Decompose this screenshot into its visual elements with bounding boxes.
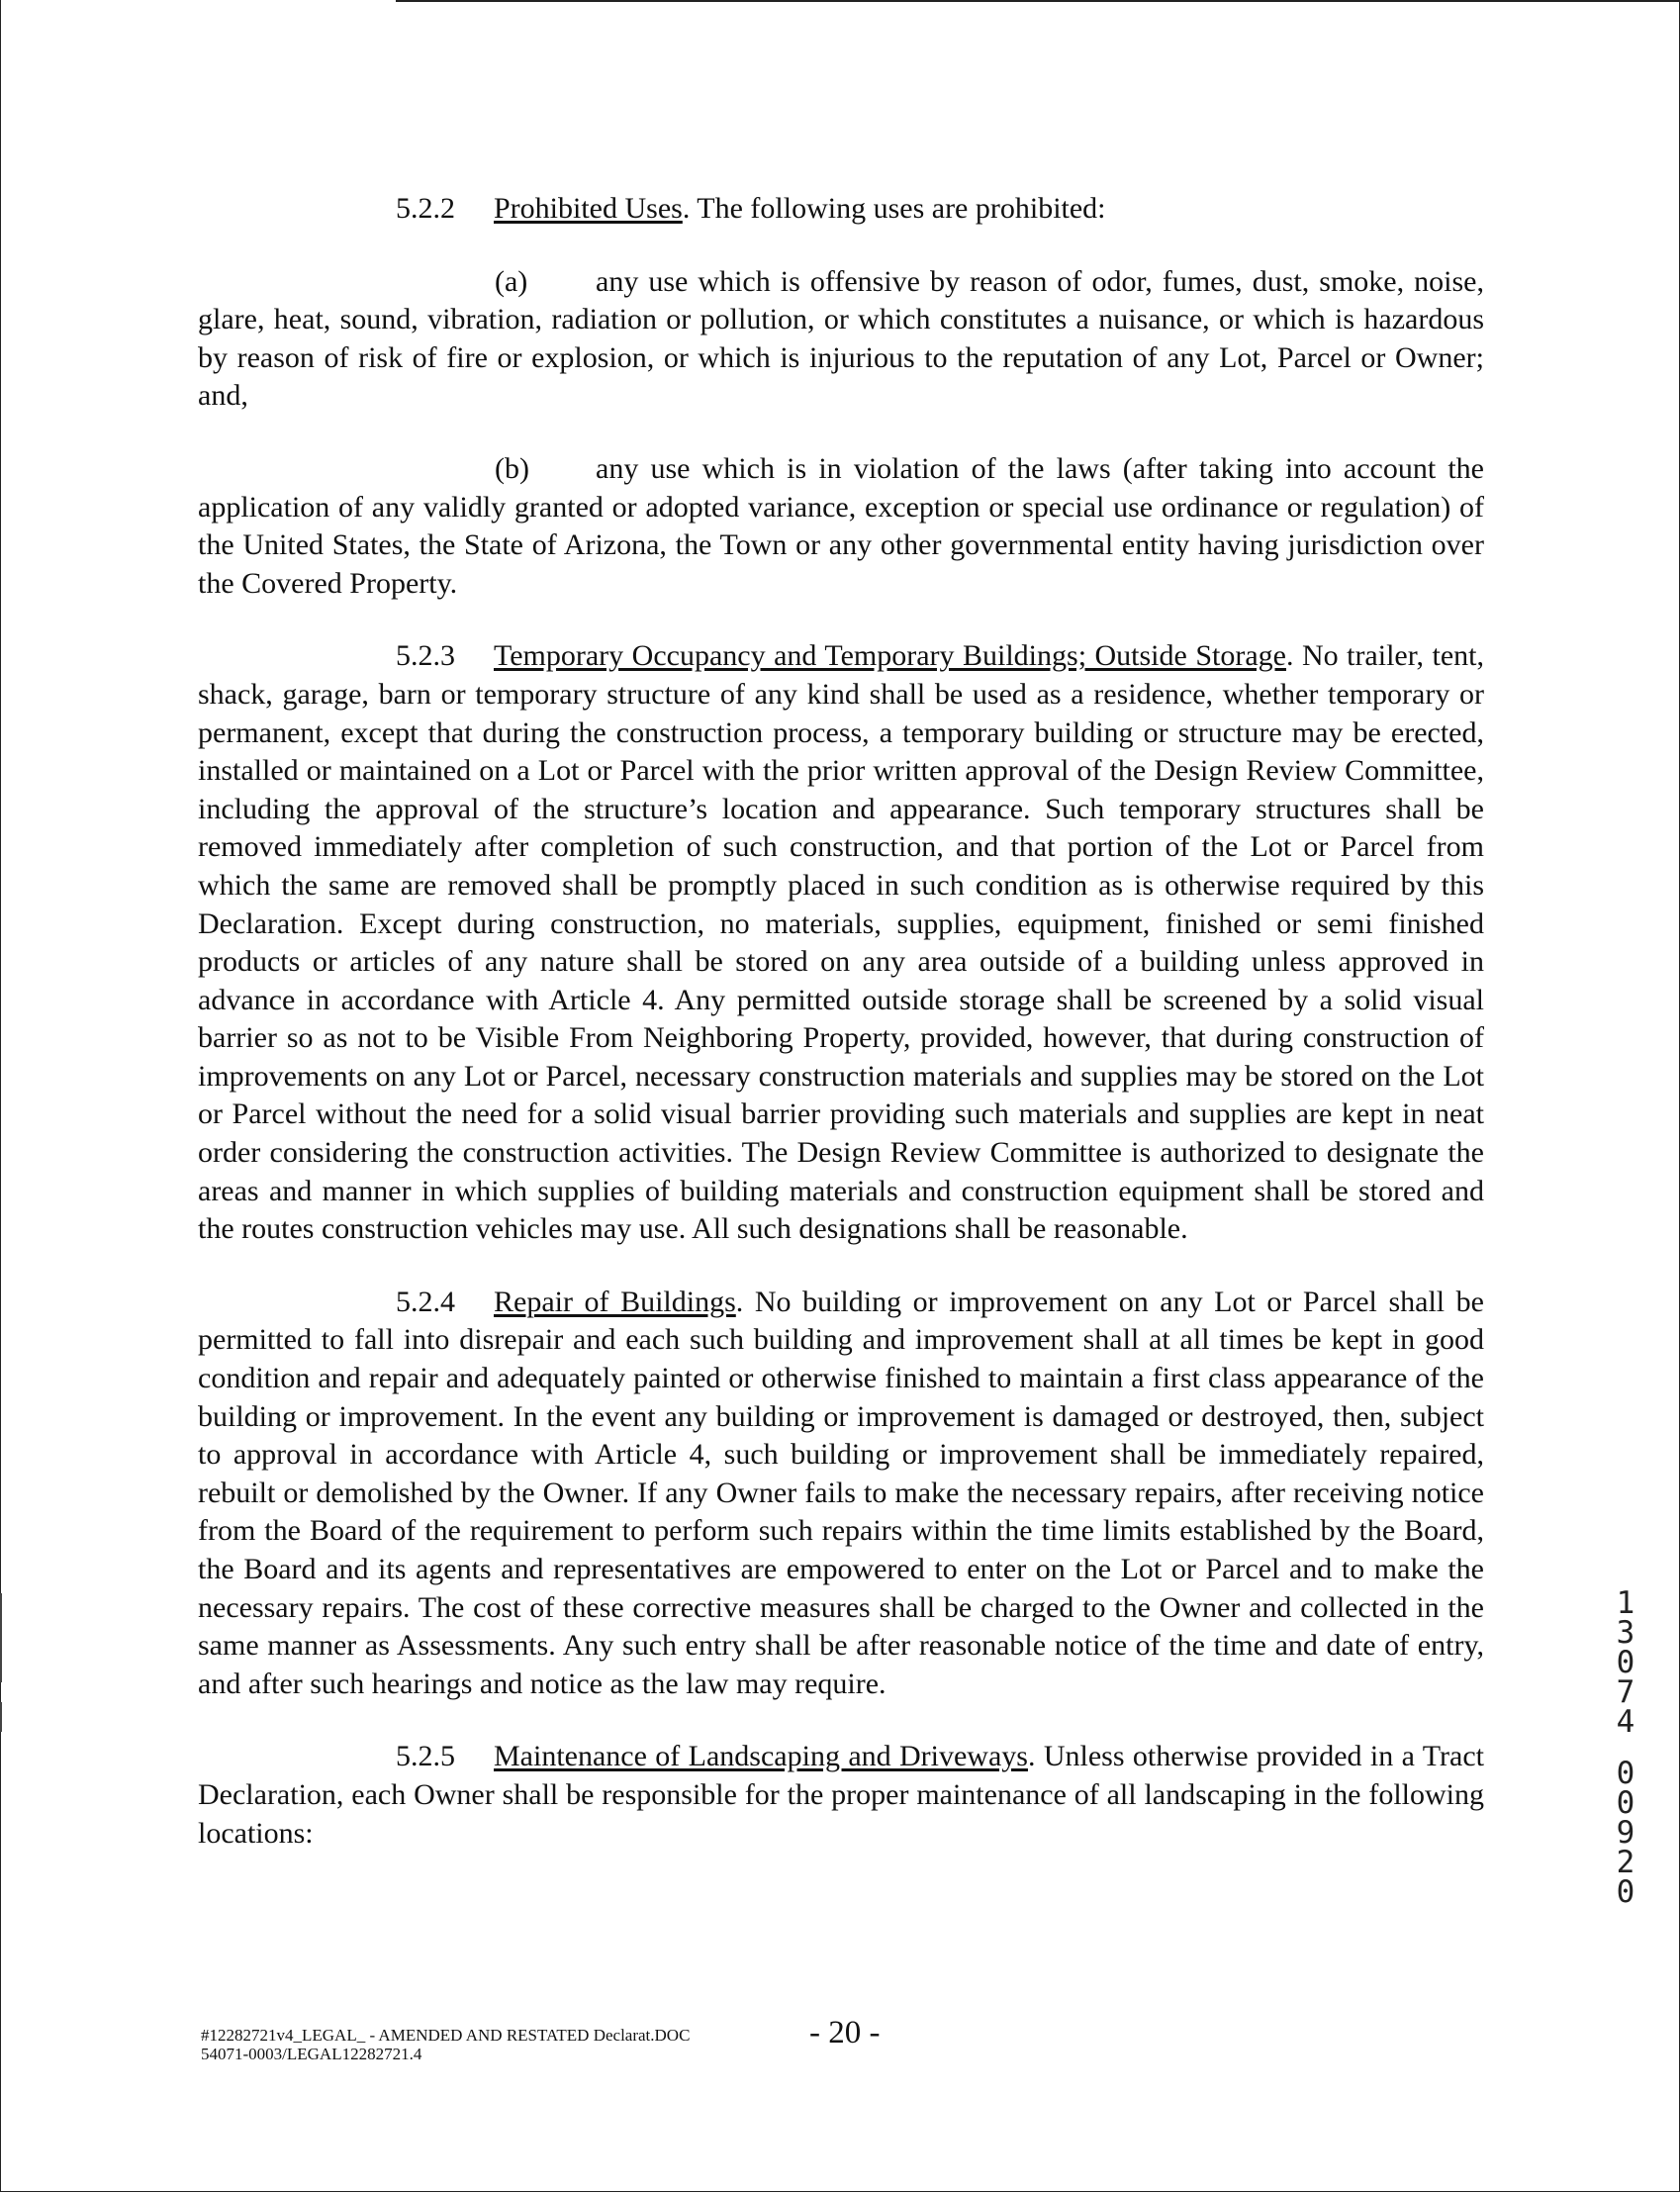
- page-number: - 20 -: [809, 2015, 881, 2050]
- top-scan-edge: [396, 0, 1680, 2]
- section-5-2-3: [198, 637, 1484, 1249]
- document-body: [198, 190, 1484, 1887]
- stamp-digit: 0: [1616, 1785, 1635, 1821]
- item-text: any use which is in violation of the laws (after taking into account the application of any validly granted or adopted variance, exception or special use ordinance or regulation) of the United States, the State of Arizona, the Town or any other governmental entity having jurisdiction over the Covered Property.: [198, 451, 1484, 600]
- section-body: . No building or improvement on any Lot or Parcel shall be permitted to fall into disrepair and each such building and improvement shall at all times be kept in good condition and repair and adequately painted or otherwise finished to maintain a first class appearance of the building or improvement. In the event any building or improvement is damaged or destroyed, then, subject to approval in accordance with Article 4, such building or improvement shall be immediately repaired, rebuilt or demolished by the Owner. If any Owner fails to make the necessary repairs, after receiving notice from the Board of the requirement to perform such repairs within the time limits established by the Board, the Board and its agents and representatives are empowered to enter on the Lot or Parcel and to make the necessary repairs. The cost of these corrective measures shall be charged to the Owner and collected in the same manner as Assessments. Any such entry shall be after reasonable notice of the time and date of entry, and after such hearings and notice as the law may require.: [198, 1285, 1484, 1700]
- section-heading: Repair of Buildings: [494, 1285, 736, 1318]
- stamp-digit: 4: [1616, 1704, 1635, 1740]
- footer-ref-id: 54071-0003/LEGAL12282721.4: [201, 2045, 422, 2063]
- stamp-digit: 1: [1616, 1585, 1635, 1621]
- stamp-digit: 9: [1616, 1815, 1635, 1851]
- section-heading: Temporary Occupancy and Temporary Buildings; Outside Storage: [494, 639, 1286, 673]
- footer-doc-id: #12282721v4_LEGAL_ - AMENDED AND RESTATED Declarat.DOC: [201, 2026, 691, 2045]
- section-body: . No trailer, tent, shack, garage, barn or temporary structure of any kind shall be used as a residence, whether temporary or permanent, except that during the construction process, a temporary building or structure may be erected, installed or maintained on a Lot or Parcel with the prior written approval of the Design Review Committee, including the approval of the structure’s location and appearance. Such temporary structures shall be removed immediately after completion of such construction, and that portion of the Lot or Parcel from which the same are removed shall be promptly placed in such condition as is otherwise required by this Declaration. Except during construction, no materials, supplies, equipment, finished or semi finished products or articles of any nature shall be stored on any area outside of a building unless approved in advance in accordance with Article 4. Any permitted outside storage shall be screened by a solid visual barrier so as not to be Visible From Neighboring Property, provided, however, that during construction of improvements on any Lot or Parcel, necessary construction materials and supplies may be stored on the Lot or Parcel without the need for a solid visual barrier providing such materials and supplies are kept in neat order considering the construction activities. The Design Review Committee is authorized to designate the areas and manner in which supplies of building materials and construction equipment shall be stored and the routes construction vehicles may use. All such designations shall be reasonable.: [198, 639, 1484, 1246]
- section-heading: Prohibited Uses: [494, 192, 683, 225]
- section-lead-text: . The following uses are prohibited:: [682, 192, 1106, 225]
- section-heading: Maintenance of Landscaping and Driveways: [494, 1740, 1028, 1773]
- recording-stamp: [1613, 1585, 1638, 1910]
- scan-mark-left: [0, 1593, 2, 1682]
- section-5-2-4: [198, 1284, 1484, 1704]
- stamp-digit: 2: [1616, 1845, 1635, 1880]
- section-number: 5.2.5: [396, 1740, 455, 1773]
- item-text: any use which is offensive by reason of odor, fumes, dust, smoke, noise, glare, heat, sound, vibration, radiation or pollution, or which constitutes a nuisance, or which is hazardous by reason of risk of fire or explosion, or which is injurious to the reputation of any Lot, Parcel or Owner; and,: [198, 264, 1484, 413]
- stamp-digit: 0: [1616, 1756, 1635, 1791]
- item-label: (a): [495, 264, 528, 298]
- stamp-digit: 0: [1616, 1645, 1635, 1680]
- section-number: 5.2.4: [396, 1285, 455, 1318]
- stamp-digit: 7: [1616, 1674, 1635, 1710]
- document-footer: [201, 2026, 690, 2063]
- section-5-2-5: [198, 1738, 1484, 1853]
- section-number: 5.2.2: [396, 192, 455, 225]
- section-number: 5.2.3: [396, 639, 455, 673]
- stamp-digit: 0: [1616, 1874, 1635, 1910]
- item-label: (b): [495, 451, 529, 485]
- section-body: . Unless otherwise provided in a Tract Declaration, each Owner shall be responsible for the proper maintenance of all landscaping in the following locations:: [198, 1740, 1484, 1850]
- section-5-2-2-heading: [198, 190, 1484, 229]
- section-5-2-2-item-a: [198, 263, 1484, 416]
- section-5-2-2-item-b: [198, 450, 1484, 603]
- stamp-digit: 3: [1616, 1615, 1635, 1651]
- scan-mark-left-2: [0, 1702, 2, 1732]
